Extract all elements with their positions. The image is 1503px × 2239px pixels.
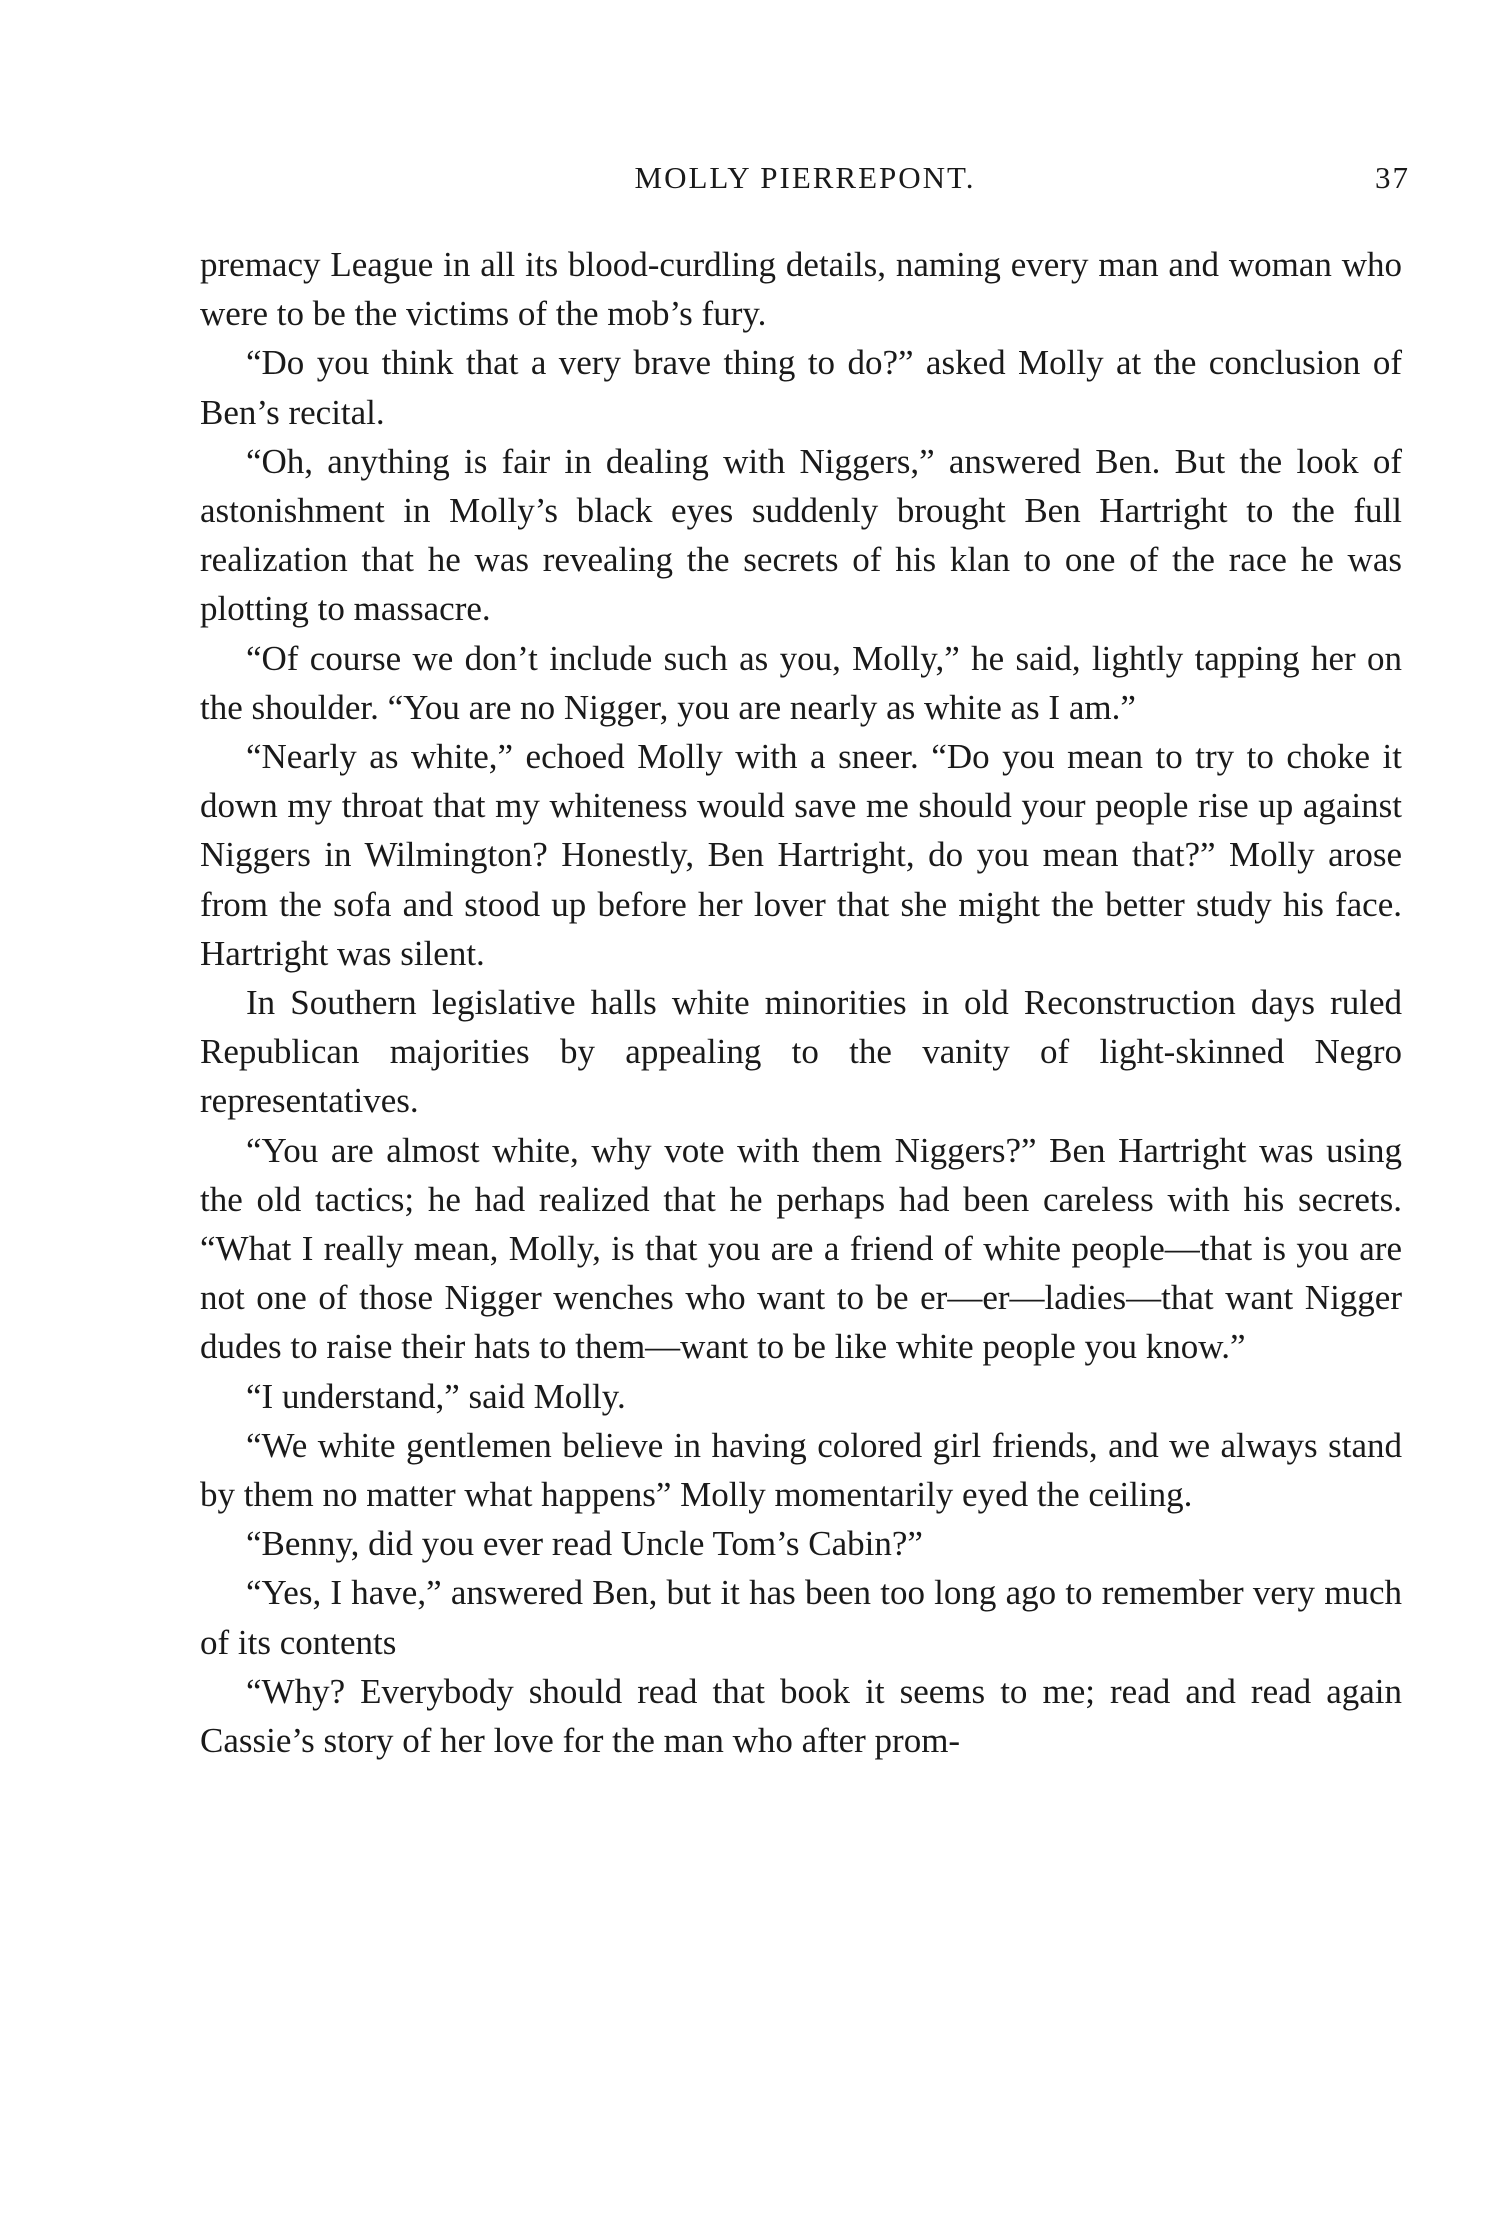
- paragraph: “You are almost white, why vote with them Niggers?” Ben Hartright was using the old tactics; he had realized that he perhaps had been careless with his secrets. “What I really mean, Molly, is that you are a friend of white people—that is you are not one of those Nigger wenches who want to be er—er—ladies—that want Nigger dudes to raise their hats to them—want to be like white people you know.”: [200, 1130, 1402, 1367]
- paragraph: In Southern legislative halls white minorities in old Reconstruction days ruled Republican majorities by appealing to the vanity of light-skinned Negro representatives.: [200, 983, 1402, 1121]
- paragraph: “Why? Everybody should read that book it seems to me; read and read again Cassie’s story of her love for the man who after prom-: [200, 1671, 1402, 1761]
- paragraph: “Yes, I have,” answered Ben, but it has been too long ago to remember very much of its contents: [200, 1573, 1402, 1662]
- paragraph-continuation: premacy League in all its blood-curdling details, naming every man and woman who were to be the victims of the mob’s fury.: [200, 245, 1402, 334]
- paragraph: “We white gentlemen believe in having colored girl friends, and we always stand by them no matter what happens” Molly momentarily eyed the ceiling.: [200, 1425, 1402, 1515]
- running-title: MOLLY PIERREPONT.: [634, 160, 976, 195]
- page-number: 37: [1375, 160, 1410, 195]
- paragraph: “Oh, anything is fair in dealing with Niggers,” answered Ben. But the look of astonishment in Molly’s black eyes suddenly brought Ben Hartright to the full realization that he was revealing the secrets of his klan to one of the race he was plotting to massacre.: [200, 441, 1402, 629]
- paragraph: “Do you think that a very brave thing to do?” asked Molly at the conclusion of Ben’s recital.: [200, 343, 1402, 432]
- paragraph: “Of course we don’t include such as you, Molly,” he said, lightly tapping her on the shoulder. “You are no Nigger, you are nearly as white as I am.”: [200, 638, 1402, 727]
- body-text: [200, 240, 1402, 1765]
- running-head: [200, 160, 1410, 204]
- paragraph: “Benny, did you ever read Uncle Tom’s Cabin?”: [246, 1524, 923, 1564]
- paragraph: “I understand,” said Molly.: [246, 1376, 626, 1416]
- paragraph: “Nearly as white,” echoed Molly with a sneer. “Do you mean to try to choke it down my throat that my whiteness would save me should your people rise up against Niggers in Wilmington? Honestly, Ben Hartright, do you mean that?” Molly arose from the sofa and stood up before her lover that she might the better study his face. Hartright was silent.: [200, 737, 1402, 973]
